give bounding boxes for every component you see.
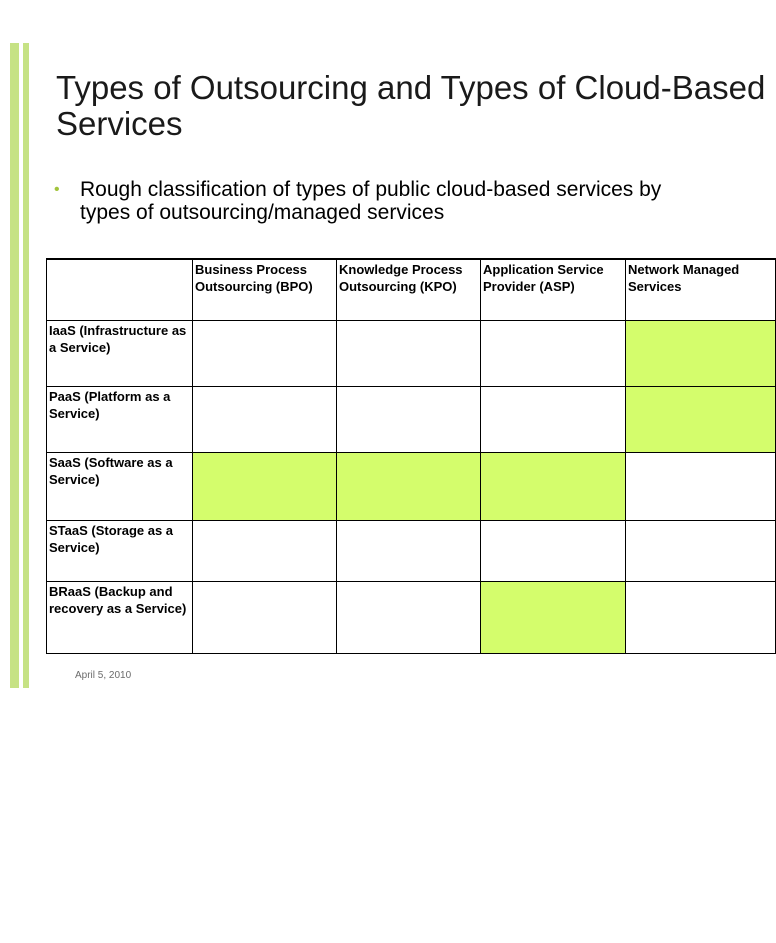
row-header: IaaS (Infrastructure as a Service) — [47, 321, 193, 387]
table-row — [47, 321, 776, 387]
table-cell — [481, 321, 626, 387]
row-header: STaaS (Storage as a Service) — [47, 521, 193, 582]
table-cell — [337, 582, 481, 654]
table-cell-highlighted — [626, 387, 776, 453]
column-header: Network Managed Services — [626, 259, 776, 321]
column-header: Business Process Outsourcing (BPO) — [193, 259, 337, 321]
table-cell — [481, 387, 626, 453]
table-row — [47, 582, 776, 654]
outsourcing-table — [46, 258, 776, 654]
slide-title-line-1: Types of Outsourcing and Types of Cloud-Based — [56, 69, 766, 106]
table-row — [47, 453, 776, 521]
table-cell — [193, 582, 337, 654]
table-cell — [193, 321, 337, 387]
table-cell — [193, 387, 337, 453]
table-cell-highlighted — [481, 453, 626, 521]
table-cell — [337, 521, 481, 582]
table-cell — [626, 582, 776, 654]
table-cell-highlighted — [626, 321, 776, 387]
table-cell — [193, 521, 337, 582]
row-header: PaaS (Platform as a Service) — [47, 387, 193, 453]
footer-date: April 5, 2010 — [75, 670, 132, 681]
table-cell — [626, 453, 776, 521]
column-header: Knowledge Process Outsourcing (KPO) — [337, 259, 481, 321]
table-cell-highlighted — [337, 453, 481, 521]
table-cell-highlighted — [193, 453, 337, 521]
bullet-text-line-2: types of outsourcing/managed services — [80, 201, 445, 224]
row-header: BRaaS (Backup and recovery as a Service) — [47, 582, 193, 654]
table-row — [47, 387, 776, 453]
table-cell-highlighted — [481, 582, 626, 654]
slide-title-line-2: Services — [56, 105, 183, 142]
row-header: SaaS (Software as a Service) — [47, 453, 193, 521]
table-cell — [337, 387, 481, 453]
table-cell — [337, 321, 481, 387]
table-cell — [481, 521, 626, 582]
table-header-row — [47, 259, 776, 321]
table-row — [47, 521, 776, 582]
table-cell — [626, 521, 776, 582]
bullet-dot-icon: • — [54, 181, 60, 198]
table-corner-cell — [47, 259, 193, 321]
bullet-text-line-1: Rough classification of types of public cloud-based services by — [80, 178, 662, 201]
column-header: Application Service Provider (ASP) — [481, 259, 626, 321]
